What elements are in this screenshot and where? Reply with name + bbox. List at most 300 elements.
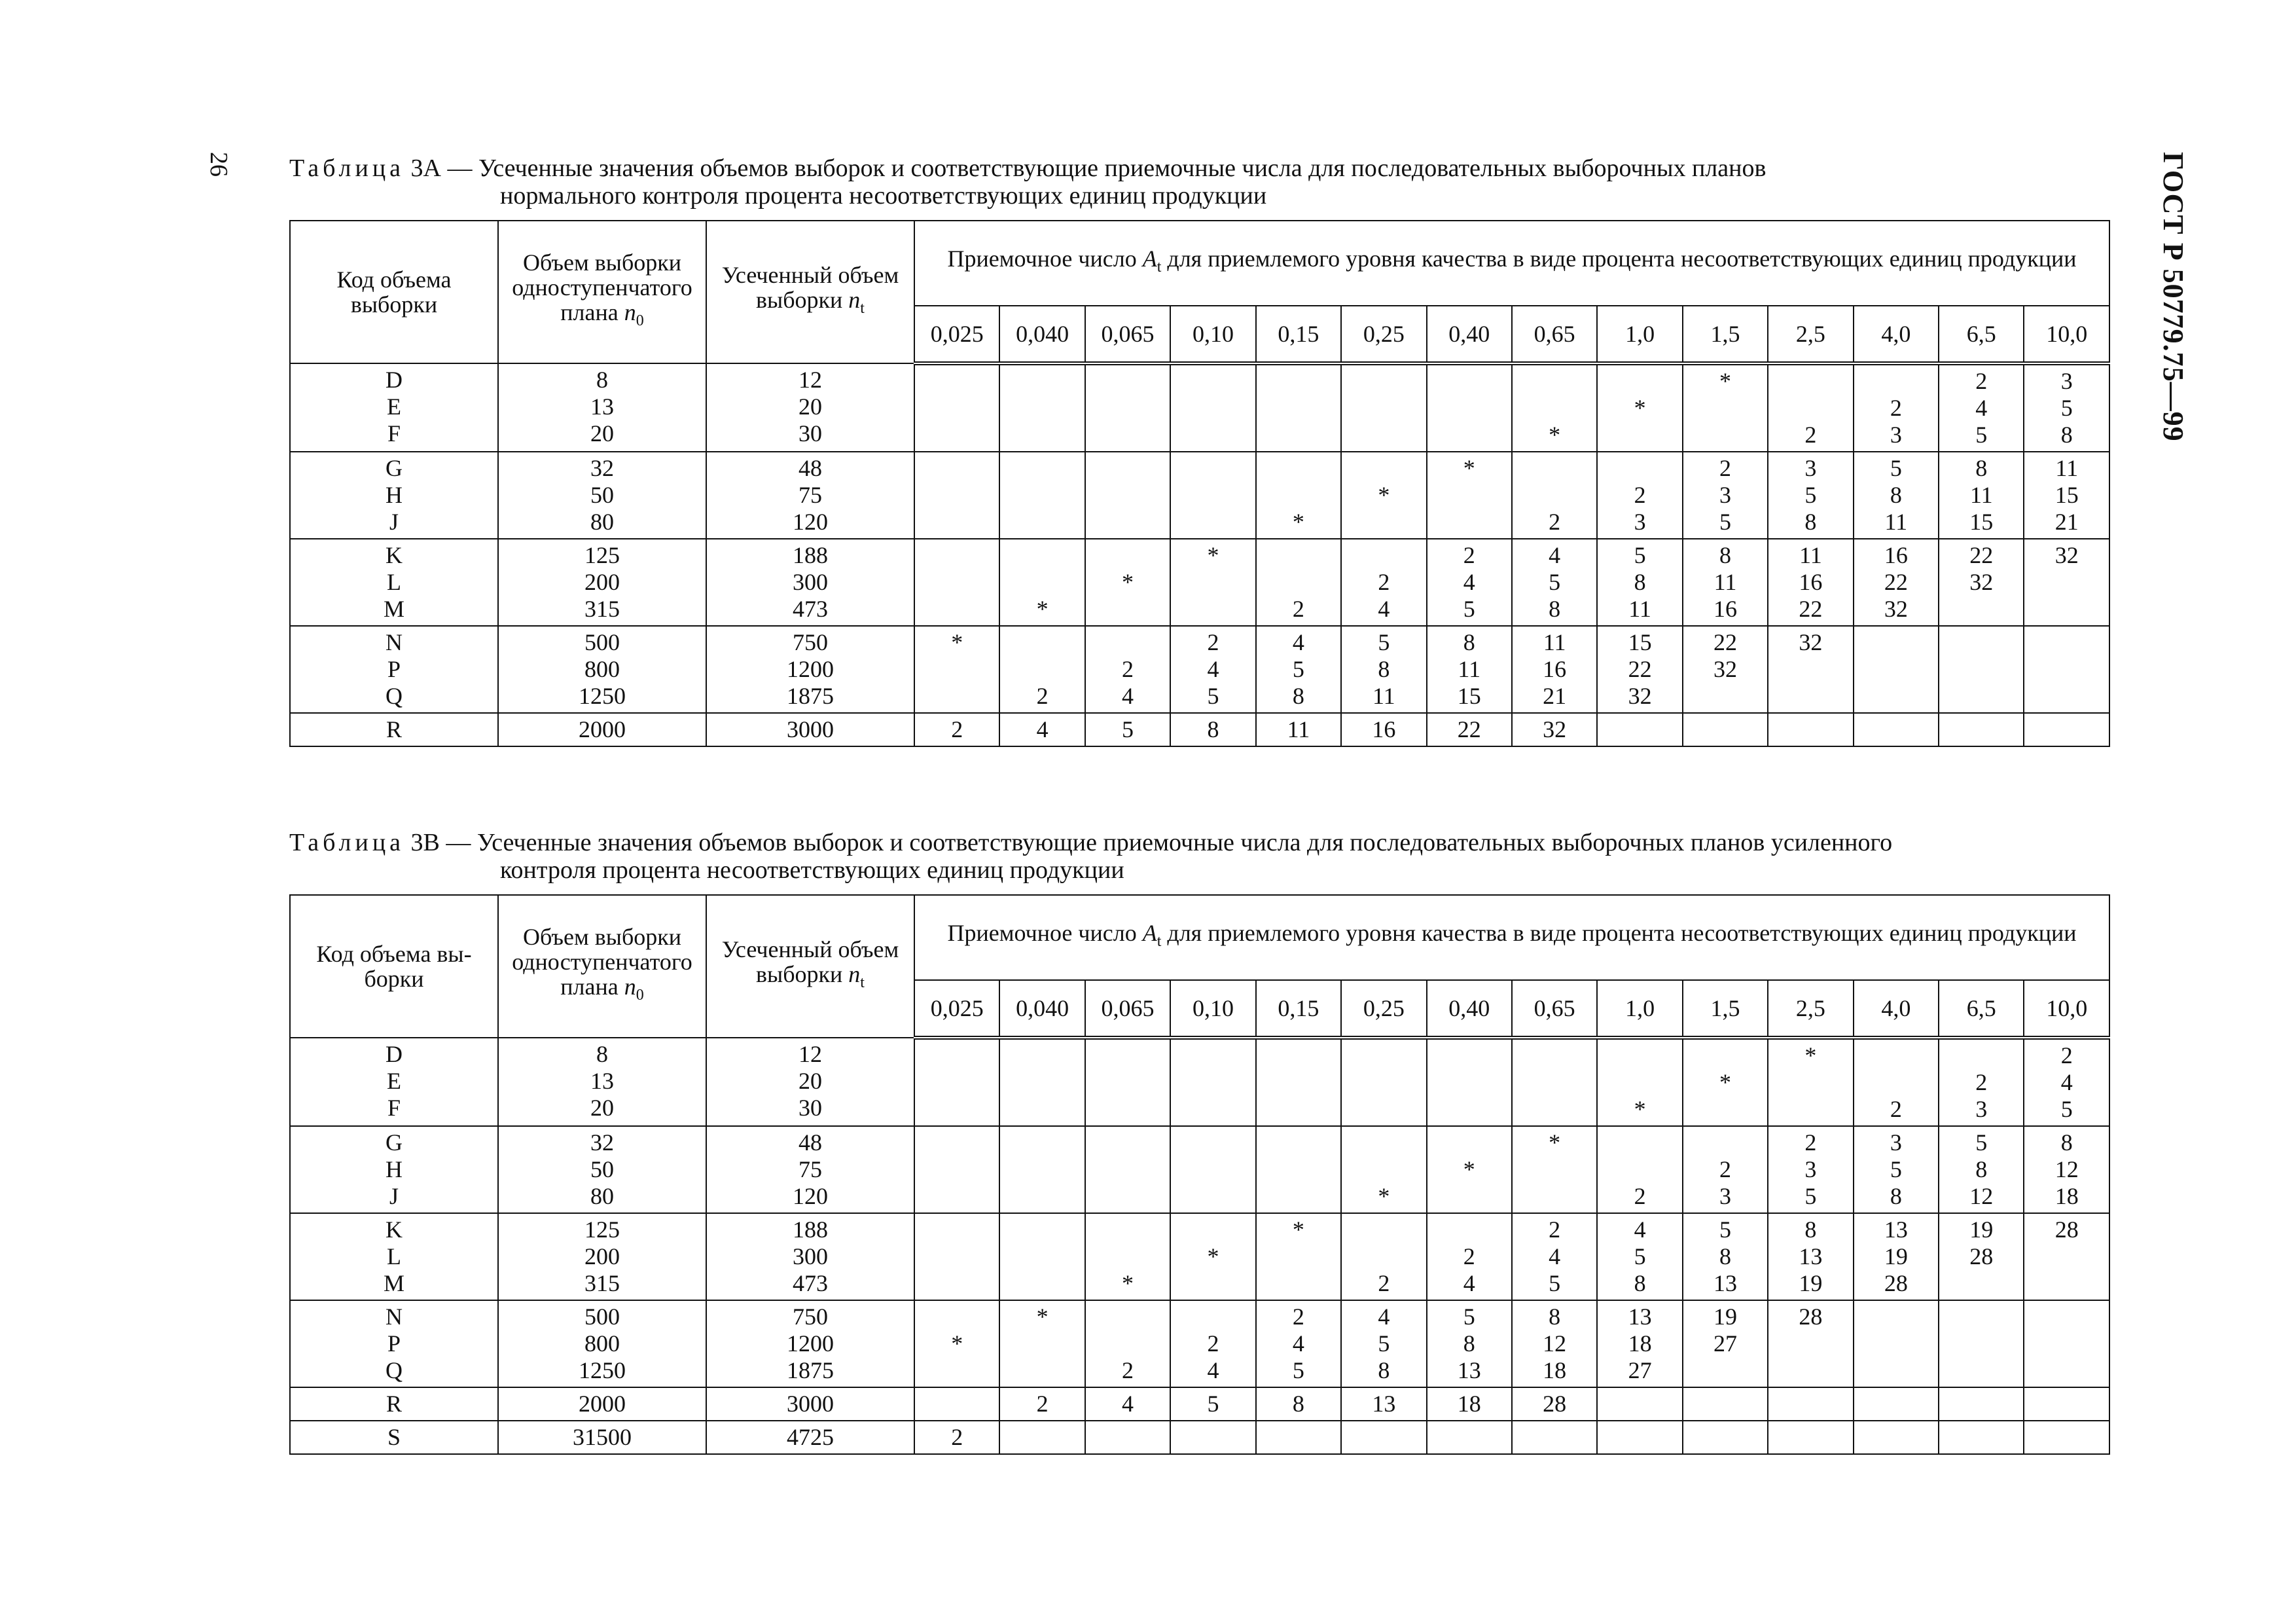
cell-value: 8 [1292, 683, 1304, 709]
truncated-sample-cell [706, 1126, 914, 1213]
cell-value [2024, 1243, 2109, 1270]
cell-value: 125 [584, 542, 620, 568]
acceptance-cell [1170, 713, 1255, 746]
cell-value [1257, 368, 1340, 395]
cell-value: K [386, 1216, 403, 1243]
cell-value: 13 [590, 1068, 614, 1094]
cell-value [1257, 1424, 1340, 1451]
cell-value: 5 [1890, 455, 1902, 481]
acceptance-cell [2024, 1421, 2109, 1454]
cell-value: 5 [1292, 1357, 1304, 1383]
cell-value [1427, 1216, 1511, 1243]
cell-value: 8 [1719, 542, 1731, 568]
cell-value: 3 [2060, 368, 2073, 394]
cell-value: 11 [1969, 482, 1993, 508]
cell-value [1257, 1129, 1340, 1156]
cell-value [1598, 1156, 1681, 1183]
acceptance-cell [1939, 1038, 2024, 1126]
cell-value: 300 [793, 1243, 828, 1269]
cell-value: 5 [1975, 422, 1988, 448]
cell-value: 13 [1713, 1270, 1737, 1296]
acceptance-cell [999, 1387, 1085, 1421]
cell-value: G [386, 1129, 403, 1156]
acceptance-cell [1427, 363, 1512, 452]
cell-value: 8 [1634, 1270, 1646, 1296]
truncated-sample-cell [706, 539, 914, 626]
code-cell [290, 1126, 498, 1213]
acceptance-cell [1256, 363, 1341, 452]
cell-value: 20 [798, 1068, 822, 1094]
cell-value [1854, 683, 1938, 710]
acceptance-cell [1341, 452, 1426, 539]
cell-value [1598, 1042, 1681, 1069]
cell-value [1086, 1129, 1170, 1156]
acceptance-cell [1939, 452, 2024, 539]
cell-value [1171, 1304, 1255, 1330]
aql-header: 1,5 [1683, 306, 1768, 363]
acceptance-cell [2024, 713, 2109, 746]
cell-value [1000, 1096, 1084, 1123]
cell-value [1257, 422, 1340, 448]
cell-value: 3 [1804, 1156, 1817, 1182]
cell-value [2024, 1391, 2109, 1417]
cell-value: 11 [1372, 683, 1395, 709]
cell-value [1427, 1096, 1511, 1123]
acceptance-cell [2024, 1213, 2109, 1300]
cell-value [1598, 1069, 1681, 1096]
cell-value: N [386, 629, 403, 655]
cell-value [915, 656, 999, 683]
acceptance-cell [1085, 1038, 1170, 1126]
cell-value [1342, 1243, 1426, 1270]
acceptance-cell [1597, 363, 1682, 452]
acceptance-cell [2024, 1126, 2109, 1213]
cell-value: 2 [1549, 509, 1561, 535]
cell-value: 2 [1890, 395, 1902, 421]
cell-value: * [1463, 455, 1475, 481]
cell-value: 5 [1292, 656, 1304, 682]
cell-value [1171, 509, 1255, 536]
table-row-group [290, 1387, 2109, 1421]
table-row-group [290, 713, 2109, 746]
cell-value [1086, 1069, 1170, 1096]
cell-value: 31500 [573, 1424, 632, 1450]
code-cell [290, 1213, 498, 1300]
cell-value [1086, 1183, 1170, 1210]
cell-value: 12 [1543, 1330, 1567, 1357]
acceptance-cell [1170, 539, 1255, 626]
cell-value: 20 [590, 1095, 614, 1121]
cell-value [1939, 683, 2023, 710]
acceptance-cell [1939, 626, 2024, 713]
cell-value: 500 [584, 1304, 620, 1330]
cell-value [1000, 1042, 1084, 1069]
cell-value: 18 [1457, 1391, 1481, 1417]
cell-value: 8 [1378, 1357, 1390, 1383]
acceptance-cell [1170, 1300, 1255, 1387]
cell-value: 8 [1634, 569, 1646, 595]
cell-value [1683, 716, 1767, 743]
cell-value: 200 [584, 1243, 620, 1269]
acceptance-cell [1683, 1421, 1768, 1454]
cell-value [1342, 1156, 1426, 1183]
cell-value: 3 [1719, 482, 1731, 508]
cell-value: 500 [584, 629, 620, 655]
aql-header: 0,025 [914, 306, 999, 363]
cell-value [1086, 542, 1170, 569]
cell-value: 2 [1634, 1183, 1646, 1209]
cell-value [2024, 1357, 2109, 1384]
cell-value [1171, 455, 1255, 482]
cell-value: K [386, 542, 403, 568]
aql-header: 10,0 [2024, 980, 2109, 1038]
cell-value [1086, 629, 1170, 656]
acceptance-cell [914, 626, 999, 713]
acceptance-cell [1085, 1126, 1170, 1213]
aql-header: 0,065 [1085, 306, 1170, 363]
cell-value: 4725 [787, 1424, 834, 1450]
cell-value [1854, 1304, 1938, 1330]
cell-value: * [1634, 1096, 1646, 1122]
cell-value: 32 [1628, 683, 1652, 709]
cell-value: M [383, 596, 404, 622]
single-sample-cell [498, 539, 706, 626]
code-cell [290, 539, 498, 626]
cell-value [1683, 1129, 1767, 1156]
acceptance-cell [1256, 1421, 1341, 1454]
cell-value [1513, 1069, 1596, 1096]
cell-value: 18 [1628, 1330, 1652, 1357]
cell-value: 32 [1799, 629, 1823, 655]
cell-value: 20 [590, 420, 614, 447]
cell-value: 4 [1207, 656, 1219, 682]
cell-value: 11 [1458, 656, 1481, 682]
code-cell [290, 1421, 498, 1454]
acceptance-cell [1854, 626, 1939, 713]
aql-header: 0,65 [1512, 980, 1597, 1038]
cell-value: 2 [1036, 1391, 1049, 1417]
aql-header: 10,0 [2024, 306, 2109, 363]
cell-value: 8 [1207, 716, 1219, 742]
aql-header: 6,5 [1939, 980, 2024, 1038]
header-single-sample: Объем выборки одноступенчатого плана $n_0$ [498, 895, 706, 1038]
cell-value [1171, 1129, 1255, 1156]
cell-value [915, 1183, 999, 1210]
header-acceptance-number: Приемочное число $A_t$ для приемлемого уровня качества в виде процента несоответствующих единиц продукции [914, 221, 2109, 306]
acceptance-cell [1170, 363, 1255, 452]
cell-value: 50 [590, 482, 614, 508]
acceptance-cell [1597, 1213, 1682, 1300]
cell-value: 8 [1378, 656, 1390, 682]
cell-value [1342, 1096, 1426, 1123]
acceptance-cell [1683, 1387, 1768, 1421]
acceptance-cell [1427, 626, 1512, 713]
acceptance-cell [914, 539, 999, 626]
cell-value: * [1122, 569, 1134, 595]
cell-value: 16 [1799, 569, 1823, 595]
acceptance-cell [1341, 1126, 1426, 1213]
table-row-group [290, 539, 2109, 626]
table-a-caption [289, 155, 1766, 210]
cell-value [1598, 422, 1681, 448]
cell-value: 48 [798, 1129, 822, 1156]
cell-value [1683, 1042, 1767, 1069]
cell-value: 22 [1713, 629, 1737, 655]
cell-value: P [387, 1330, 401, 1357]
acceptance-cell [1939, 1387, 2024, 1421]
cell-value [1768, 656, 1852, 683]
acceptance-cell [999, 1126, 1085, 1213]
aql-header: 0,10 [1170, 980, 1255, 1038]
cell-value [1342, 368, 1426, 395]
acceptance-cell [1597, 539, 1682, 626]
acceptance-cell [1768, 363, 1853, 452]
aql-header: 0,065 [1085, 980, 1170, 1038]
cell-value: 8 [596, 1041, 608, 1067]
cell-value: * [1378, 1183, 1390, 1209]
cell-value: 2 [1463, 1243, 1475, 1269]
acceptance-cell [1341, 1213, 1426, 1300]
single-sample-cell [498, 452, 706, 539]
cell-value: 11 [1543, 629, 1566, 655]
aql-header: 0,40 [1427, 306, 1512, 363]
cell-value: 3000 [787, 1391, 834, 1417]
cell-value [1000, 569, 1084, 596]
acceptance-cell [1427, 1126, 1512, 1213]
cell-value: 8 [1549, 596, 1561, 622]
cell-value [1854, 1330, 1938, 1357]
cell-value: * [1292, 509, 1304, 535]
truncated-sample-cell [706, 1421, 914, 1454]
cell-value [1513, 482, 1596, 509]
header-truncated-sample: Усеченный объем выборки $n_t$ [706, 221, 914, 363]
cell-value [2024, 656, 2109, 683]
cell-value [1768, 395, 1852, 422]
cell-value [1768, 1424, 1852, 1451]
cell-value [1000, 1270, 1084, 1297]
cell-value [1768, 683, 1852, 710]
cell-value [1257, 395, 1340, 422]
cell-value: 22 [1799, 596, 1823, 622]
cell-value: 11 [1628, 596, 1651, 622]
cell-value [1513, 1042, 1596, 1069]
header-code: Код объема выборки [290, 221, 498, 363]
acceptance-cell [2024, 363, 2109, 452]
cell-value [915, 1069, 999, 1096]
cell-value: 2 [1804, 422, 1817, 448]
cell-value: 2 [1719, 455, 1731, 481]
acceptance-cell [2024, 452, 2109, 539]
cell-value [1257, 1183, 1340, 1210]
cell-value [1000, 1216, 1084, 1243]
cell-value: M [383, 1270, 404, 1296]
acceptance-cell [1170, 1213, 1255, 1300]
cell-value: 1200 [787, 1330, 834, 1357]
aql-header: 6,5 [1939, 306, 2024, 363]
cell-value [1000, 422, 1084, 448]
cell-value: 28 [1969, 1243, 1994, 1269]
cell-value: 2 [1207, 1330, 1219, 1357]
table-a-number: 3А [410, 155, 441, 182]
acceptance-cell [999, 363, 1085, 452]
cell-value: 4 [1975, 395, 1988, 421]
cell-value [1854, 1424, 1938, 1451]
acceptance-cell [1256, 1213, 1341, 1300]
cell-value [2024, 1304, 2109, 1330]
cell-value: * [1207, 542, 1219, 568]
cell-value: 3 [1890, 422, 1902, 448]
cell-value: 2 [1804, 1129, 1817, 1156]
cell-value [1598, 455, 1681, 482]
acceptance-cell [1597, 1300, 1682, 1387]
cell-value: 200 [584, 569, 620, 595]
cell-value [1342, 542, 1426, 569]
acceptance-cell [1256, 539, 1341, 626]
cell-value: 5 [1122, 716, 1134, 742]
acceptance-cell [1256, 1300, 1341, 1387]
cell-value: 13 [1628, 1304, 1652, 1330]
acceptance-cell [1512, 626, 1597, 713]
cell-value [1768, 368, 1852, 395]
cell-value: 4 [1122, 1391, 1134, 1417]
acceptance-cell [999, 539, 1085, 626]
truncated-sample-cell [706, 713, 914, 746]
cell-value [1342, 422, 1426, 448]
cell-value: 800 [584, 1330, 620, 1357]
cell-value [1086, 1330, 1170, 1357]
cell-value: 16 [1372, 716, 1396, 742]
cell-value: G [386, 455, 403, 481]
acceptance-cell [1085, 1300, 1170, 1387]
cell-value [2024, 1424, 2109, 1451]
cell-value: 22 [1969, 542, 1994, 568]
acceptance-cell [914, 1126, 999, 1213]
acceptance-cell [1854, 713, 1939, 746]
cell-value: 28 [1884, 1270, 1908, 1296]
cell-value [1768, 1391, 1852, 1417]
cell-value: Q [386, 683, 403, 709]
truncated-sample-cell [706, 363, 914, 452]
cell-value: 473 [793, 596, 828, 622]
cell-value [915, 455, 999, 482]
cell-value: 2 [1292, 596, 1304, 622]
acceptance-cell [1085, 713, 1170, 746]
cell-value: 1875 [787, 1357, 834, 1383]
cell-value: 22 [1457, 716, 1481, 742]
acceptance-cell [1085, 539, 1170, 626]
cell-value: 21 [2054, 509, 2079, 535]
acceptance-cell [1854, 452, 1939, 539]
acceptance-cell [914, 1300, 999, 1387]
cell-value [1939, 1330, 2023, 1357]
acceptance-cell [2024, 626, 2109, 713]
cell-value: 8 [1804, 509, 1817, 535]
acceptance-cell [1170, 1421, 1255, 1454]
cell-value: 1875 [787, 683, 834, 709]
cell-value [1427, 509, 1511, 536]
cell-value: * [1207, 1243, 1219, 1269]
cell-value: Q [386, 1357, 403, 1383]
cell-value: 4 [1463, 569, 1475, 595]
cell-value [1086, 482, 1170, 509]
cell-value [1939, 1270, 2023, 1297]
cell-value: J [389, 1183, 399, 1209]
cell-value [1342, 1424, 1426, 1451]
cell-value: 28 [1799, 1304, 1823, 1330]
acceptance-cell [1170, 1387, 1255, 1421]
acceptance-cell [1341, 363, 1426, 452]
cell-value [1171, 1424, 1255, 1451]
table-a [289, 220, 2110, 747]
cell-value [1257, 1243, 1340, 1270]
table-a-label: Таблица [289, 155, 405, 182]
cell-value: 75 [798, 1156, 822, 1182]
cell-value [1683, 683, 1767, 710]
cell-value: 3 [1890, 1129, 1902, 1156]
cell-value [1598, 1424, 1681, 1451]
cell-value: 16 [1884, 542, 1908, 568]
single-sample-cell [498, 1038, 706, 1126]
acceptance-cell [1683, 363, 1768, 452]
cell-value: 4 [1549, 1243, 1561, 1269]
cell-value: 12 [798, 367, 822, 393]
acceptance-cell [1683, 452, 1768, 539]
cell-value: 2 [1378, 1270, 1390, 1296]
acceptance-cell [999, 1421, 1085, 1454]
acceptance-cell [1170, 626, 1255, 713]
code-cell [290, 1300, 498, 1387]
cell-value: 188 [793, 1216, 828, 1243]
cell-value [1000, 509, 1084, 536]
truncated-sample-cell [706, 1213, 914, 1300]
aql-header: 4,0 [1854, 306, 1939, 363]
acceptance-cell [1939, 539, 2024, 626]
cell-value [1257, 569, 1340, 596]
cell-value: 32 [590, 455, 614, 481]
cell-value: * [1549, 1129, 1561, 1156]
cell-value: 32 [1969, 569, 1994, 595]
cell-value [1171, 1216, 1255, 1243]
cell-value: 18 [1543, 1357, 1567, 1383]
code-cell [290, 713, 498, 746]
single-sample-cell [498, 1387, 706, 1421]
cell-value [915, 1304, 999, 1330]
cell-value [1171, 1183, 1255, 1210]
cell-value: * [1804, 1042, 1817, 1068]
cell-value: 2 [1975, 1069, 1988, 1095]
page-number: 26 [205, 152, 232, 177]
code-cell [290, 626, 498, 713]
aql-header: 1,5 [1683, 980, 1768, 1038]
cell-value: 4 [1122, 683, 1134, 709]
cell-value: 30 [798, 420, 822, 447]
aql-header: 0,25 [1341, 306, 1426, 363]
single-sample-cell [498, 1421, 706, 1454]
cell-value: 5 [1719, 509, 1731, 535]
cell-value: 12 [1969, 1183, 1994, 1209]
acceptance-cell [1256, 713, 1341, 746]
cell-value: 3 [1634, 509, 1646, 535]
cell-value [1171, 1042, 1255, 1069]
cell-value [1939, 1391, 2023, 1417]
acceptance-cell [1256, 452, 1341, 539]
cell-value [1683, 422, 1767, 448]
cell-value [1513, 455, 1596, 482]
cell-value [1086, 1216, 1170, 1243]
cell-value: 125 [584, 1216, 620, 1243]
aql-header: 2,5 [1768, 980, 1853, 1038]
acceptance-cell [1854, 1038, 1939, 1126]
